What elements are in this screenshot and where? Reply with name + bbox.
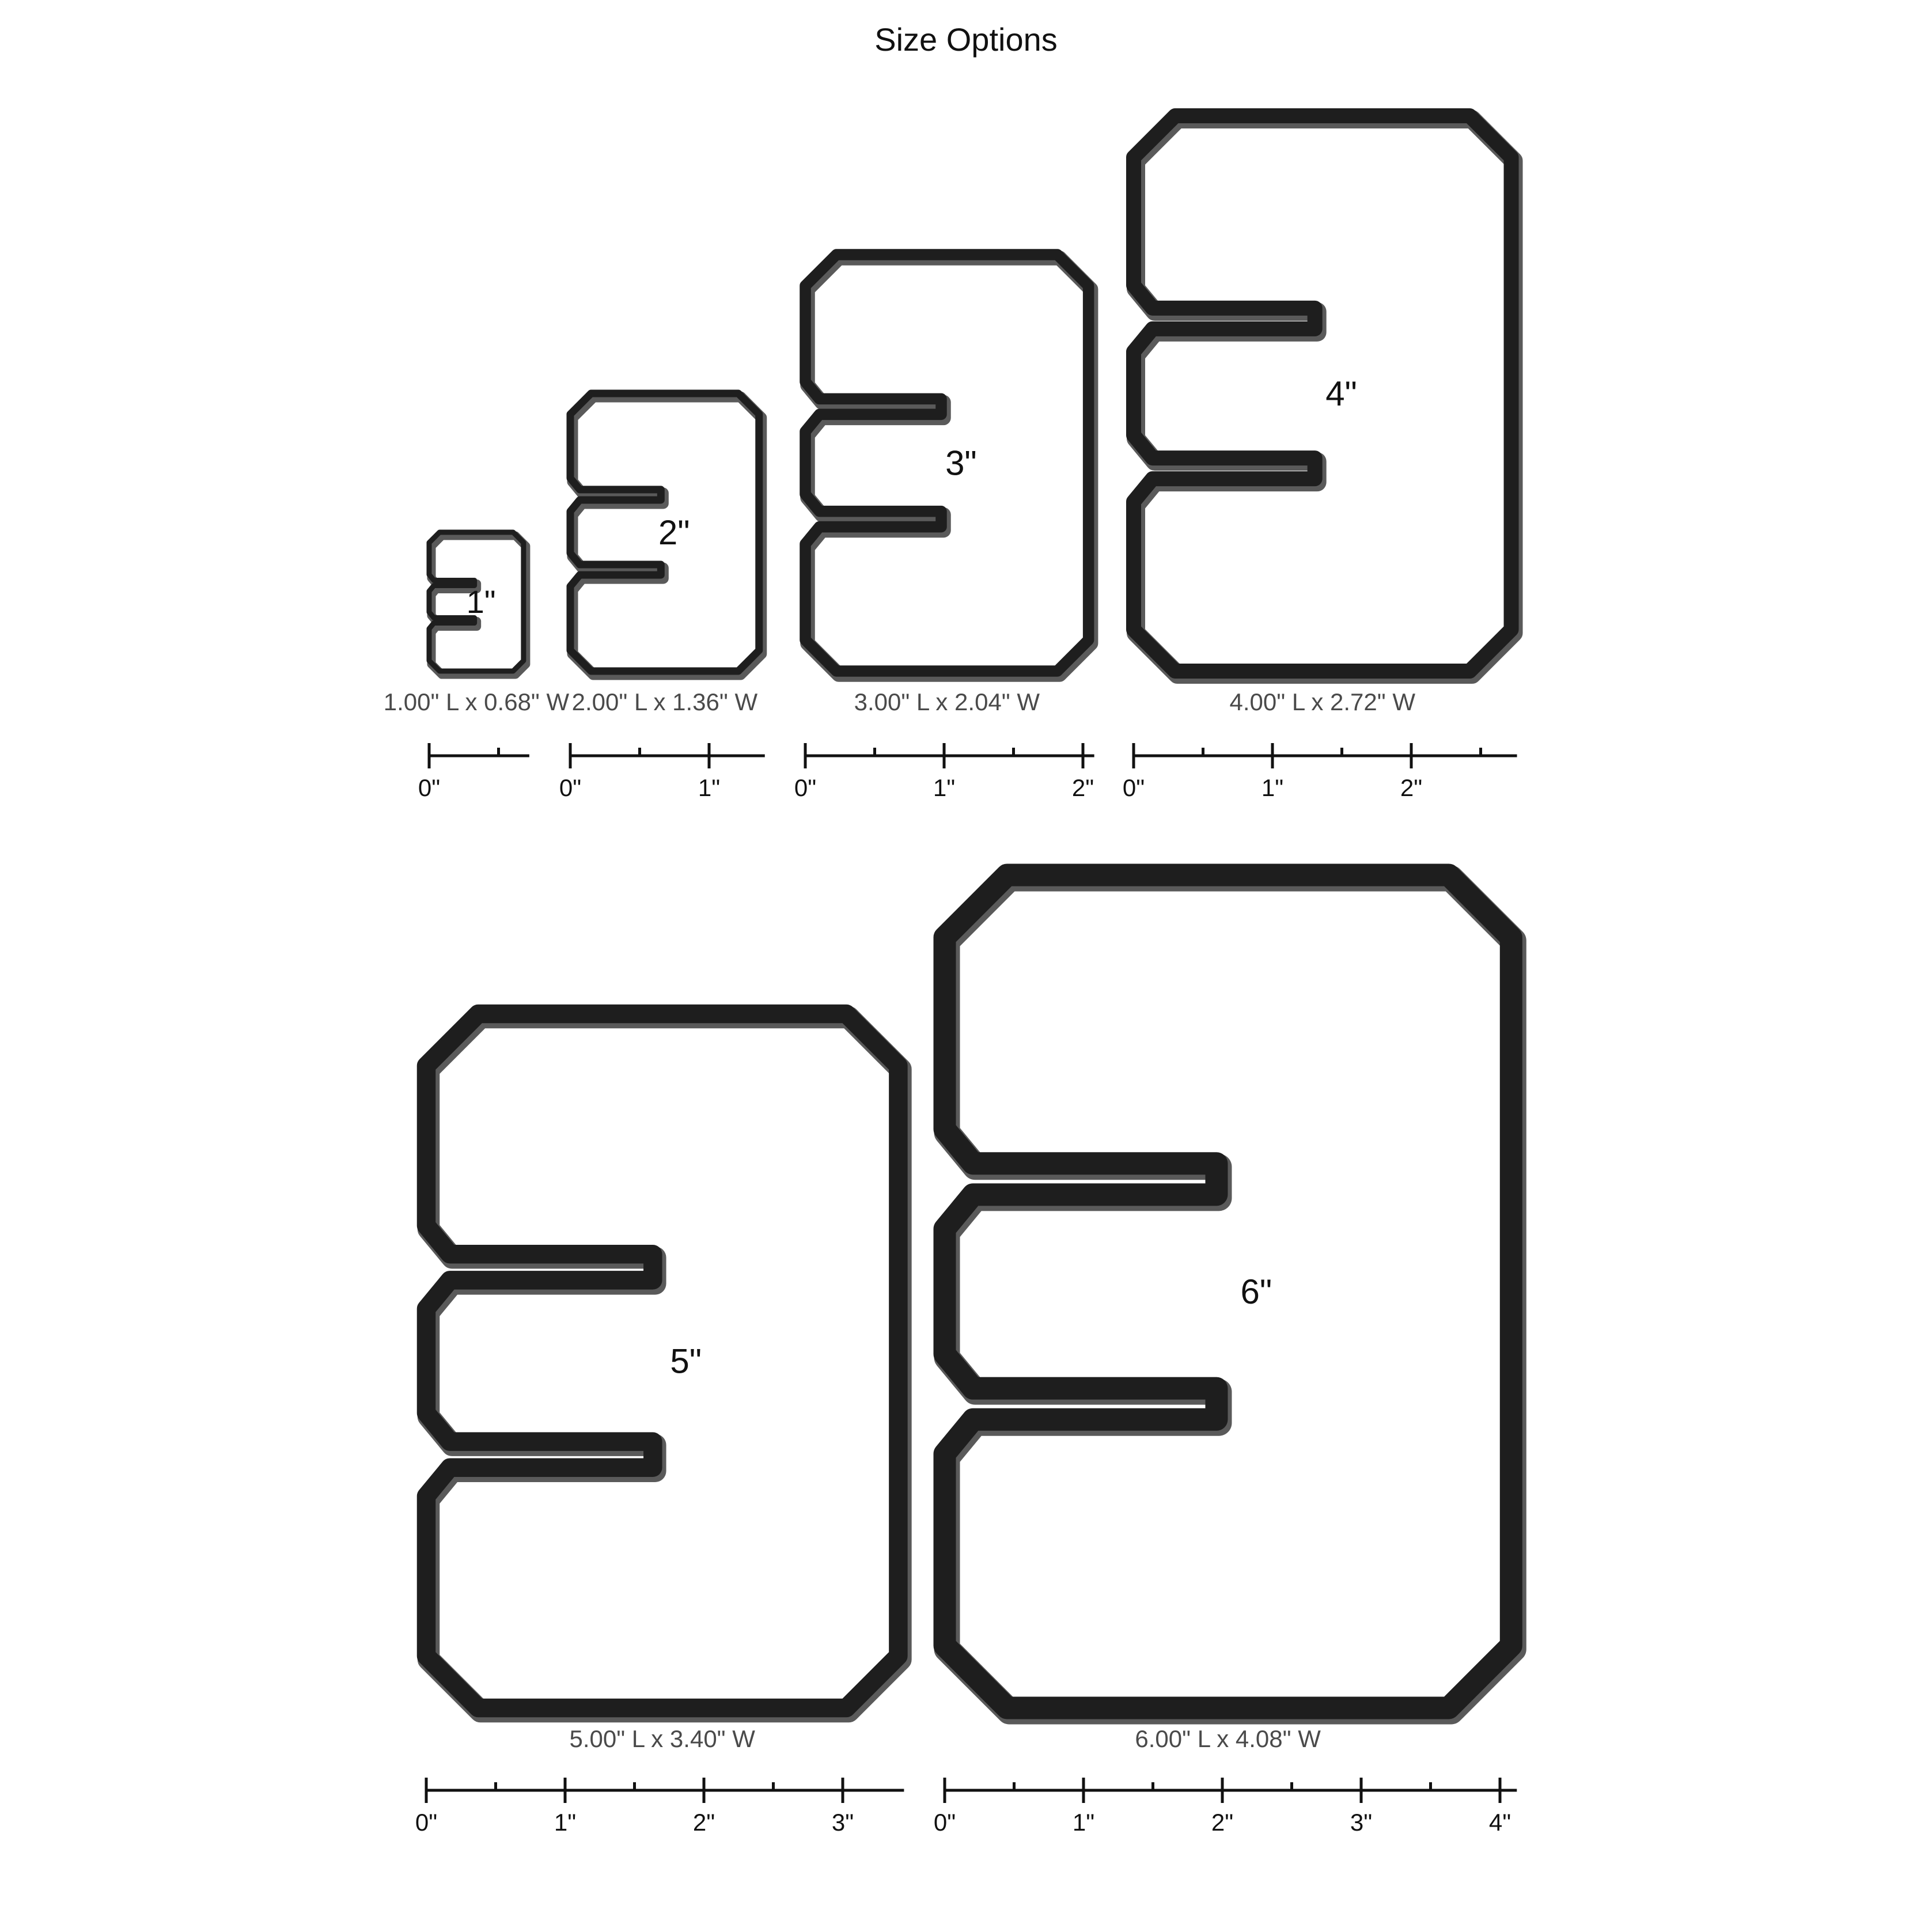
ruler-tick-label: 3" [1350,1809,1373,1836]
size-label: 3" [945,444,977,483]
dimension-text: 6.00" L x 4.08" W [1135,1725,1321,1752]
ruler-tick-label: 0" [933,1809,956,1836]
cutter-outline [1134,116,1511,671]
ruler-tick-label: 1" [1072,1809,1095,1836]
dimension-text: 1.00" L x 0.68" W [383,688,570,715]
ruler-tick-label: 1" [698,774,721,801]
ruler-tick-label: 0" [418,774,441,801]
ruler-tick-label: 2" [1071,774,1094,801]
dimension-text: 5.00" L x 3.40" W [569,1725,755,1752]
ruler [794,743,1094,801]
ruler [418,743,529,801]
cutter-option [384,532,570,801]
cutter-option [1123,116,1517,801]
ruler-tick-label: 0" [794,774,817,801]
cutter-option [794,255,1094,801]
cutter-option [559,393,765,801]
ruler-tick-label: 3" [831,1809,854,1836]
ruler-tick-label: 1" [933,774,956,801]
ruler [934,1778,1517,1836]
ruler-tick-label: 1" [1261,774,1284,801]
dimension-text: 3.00" L x 2.04" W [854,688,1040,715]
cutter-outline [426,1014,898,1708]
cutter-option [934,875,1517,1836]
size-label: 5" [670,1342,702,1381]
ruler [1123,743,1517,801]
ruler-tick-label: 4" [1488,1809,1511,1836]
dimension-text: 2.00" L x 1.36" W [571,688,758,715]
ruler-tick-label: 0" [1122,774,1145,801]
size-label: 6" [1240,1272,1272,1311]
ruler [415,1778,904,1836]
cutter-outline [945,875,1511,1708]
cutter-option [415,1014,904,1836]
ruler [559,743,765,801]
size-label: 1" [466,584,496,620]
cutter-outline-shadow [947,878,1513,1711]
ruler-tick-label: 2" [1211,1809,1234,1836]
size-label: 2" [658,513,690,552]
size-label: 4" [1325,374,1357,413]
ruler-tick-label: 2" [1400,774,1423,801]
cutter-outline-shadow [429,1017,900,1711]
page-title: Size Options [874,21,1058,58]
dimension-text: 4.00" L x 2.72" W [1229,688,1415,715]
ruler-tick-label: 1" [554,1809,577,1836]
ruler-tick-label: 2" [692,1809,715,1836]
ruler-tick-label: 0" [415,1809,438,1836]
cutter-shapes [384,116,1517,1836]
ruler-tick-label: 0" [559,774,582,801]
cutter-outline-shadow [1136,119,1514,675]
